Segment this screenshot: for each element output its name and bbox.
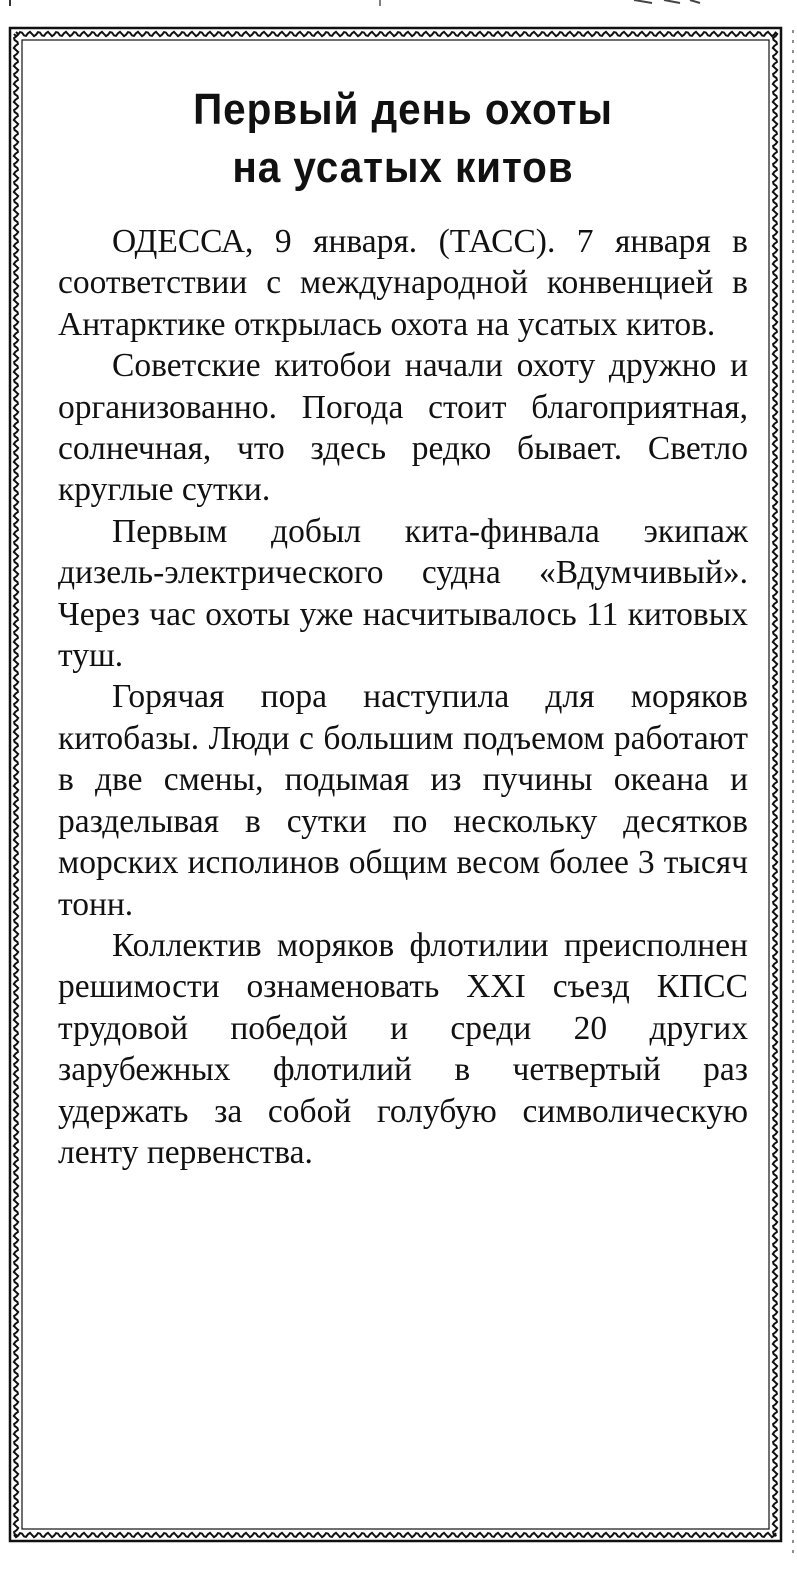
dateline: ОДЕССА, 9 января. (ТАСС). — [112, 223, 556, 260]
article-body — [58, 81, 748, 1173]
paragraph-4: Горячая пора наступила для моряков китобазы. Люди с большим подъемом работают в две смены, подымая из пучины океана и разделывая в сутки по нескольку десятков морских исполинов общим весом более 3 тысяч тонн. — [58, 678, 748, 923]
paragraph-5: Коллектив моряков флотилии преисполнен решимости ознаменовать XXI съезд КПСС трудовой победой и среди 20 других зарубежных флотилий в четвертый раз удержать за собой голубую символическую ленту первенства. — [58, 926, 748, 1171]
right-edge-marks — [787, 0, 797, 1572]
paragraph-2: Советские китобои начали охоту дружно и организованно. Погода стоит благоприятная, солнечная, что здесь редко бывает. Светло круглые сутки. — [58, 347, 748, 509]
article-text — [58, 221, 748, 1173]
headline-line-1: Первый день охоты — [193, 85, 613, 134]
paragraph-1-text: 7 января в соответствии с международной конвенцией в Антарктике открылась охота на усатых китов. — [58, 223, 749, 343]
top-edge-marks — [0, 0, 797, 22]
headline-line-2: на усатых китов — [232, 143, 574, 192]
article-frame — [8, 26, 783, 1543]
paragraph-3: Первым добыл кита-финвала экипаж дизель-электрического судна «Вдумчивый». Через час охоты уже насчитывалось 11 китовых туш. — [58, 512, 748, 675]
headline — [86, 81, 721, 197]
paragraph-1 — [58, 221, 748, 345]
